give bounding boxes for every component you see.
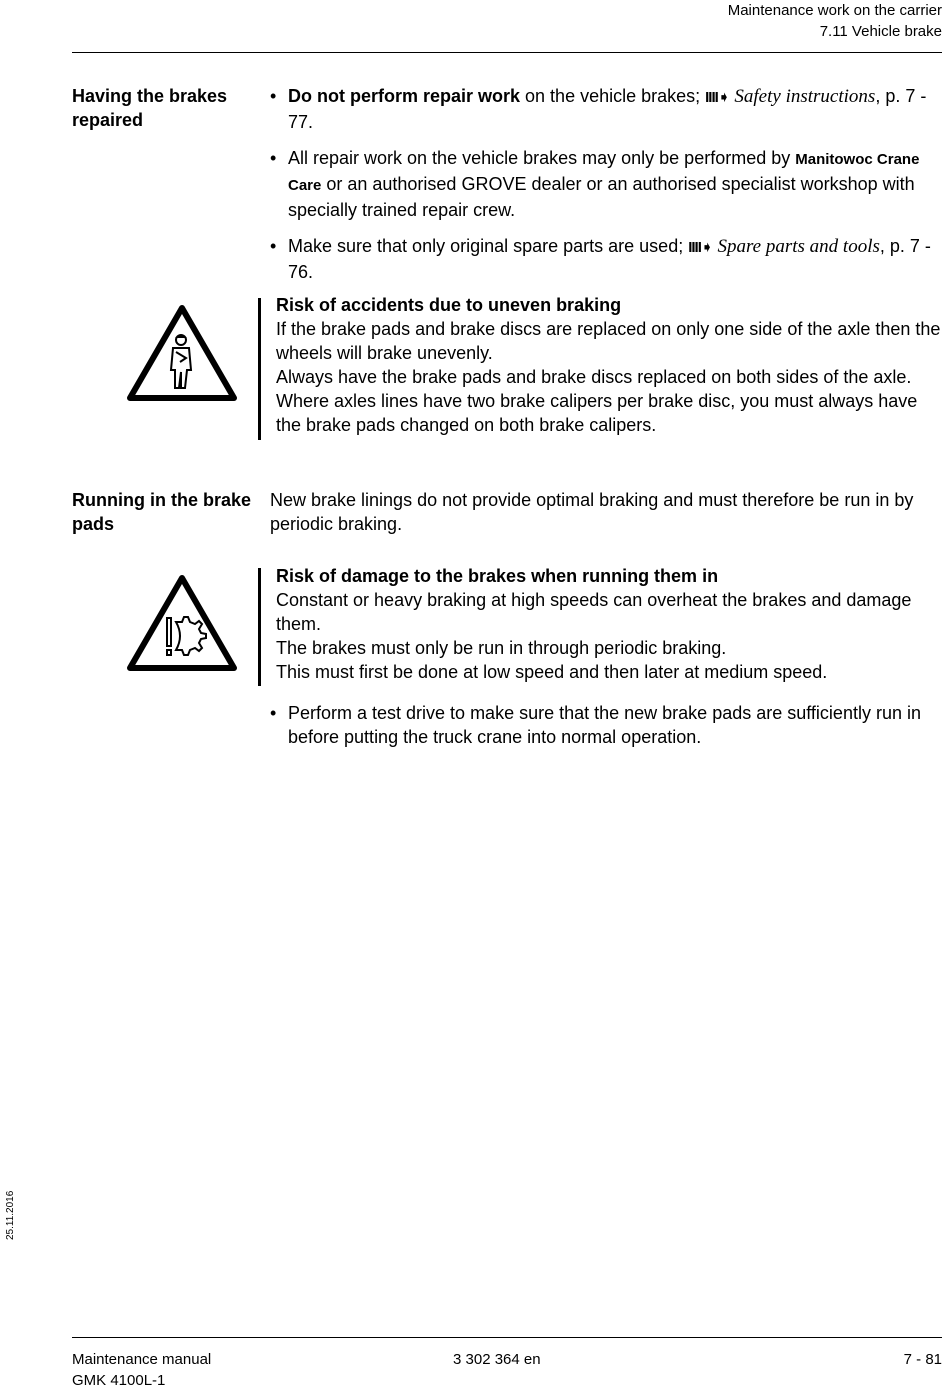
page-reference: , p. 7 - 76.	[288, 236, 931, 282]
footer-manual-title: Maintenance manual	[72, 1351, 212, 1368]
footer-document-number: 3 302 364 en	[453, 1351, 541, 1368]
section-running-in-intro: New brake linings do not provide optimal braking and must therefore be run in by periodic braking.	[270, 490, 914, 534]
warning-text: The brakes must only be run in through periodic braking.	[276, 638, 727, 658]
warning-bar	[258, 568, 261, 686]
warning-bar	[258, 298, 261, 440]
running-header	[728, 0, 942, 42]
section-title-brakes-repaired: Having the brakes repaired	[72, 86, 228, 130]
list-item	[270, 701, 942, 749]
section-brakes-repaired-body	[270, 84, 942, 284]
bullet-text: All repair work on the vehicle brakes may only be performed by	[288, 148, 796, 168]
brand-name: Manitowoc Crane Care	[288, 151, 920, 194]
bullet-text: Perform a test drive to make sure that the new brake pads are sufficiently run in before putting the truck crane into normal operation.	[288, 703, 921, 747]
cross-reference-arrow-icon: IIII➧	[705, 89, 730, 106]
bullet-dot: •	[270, 236, 277, 256]
warning-text: Constant or heavy braking at high speeds can overheat the brakes and damage them.	[276, 590, 912, 634]
list-item	[270, 234, 942, 284]
footer-page-number: 7 - 81	[903, 1351, 942, 1368]
warning-text: Always have the brake pads and brake discs replaced on both sides of the axle. Where axles lines have two brake calipers per brake disc, you must always have the brake pads changed on both brake calipers.	[276, 367, 918, 435]
header-chapter: Maintenance work on the carrier	[727, 2, 942, 19]
footer-model: GMK 4100L-1	[72, 1372, 166, 1389]
list-item	[270, 84, 942, 134]
footer-rule	[72, 1337, 942, 1338]
list-item	[270, 146, 942, 222]
bullet-dot: •	[270, 703, 277, 723]
warning-text: If the brake pads and brake discs are replaced on only one side of the axle then the wheels will brake unevenly.	[276, 319, 941, 363]
warning-title: Risk of accidents due to uneven braking	[276, 295, 622, 315]
page-reference: , p. 7 - 77.	[288, 86, 927, 132]
bullet-text: on the vehicle brakes;	[520, 86, 706, 106]
cross-reference-link[interactable]: Spare parts and tools	[717, 236, 880, 257]
warning-uneven-braking	[276, 293, 944, 437]
bullet-dot: •	[270, 86, 277, 106]
machine-damage-warning-icon	[124, 572, 240, 674]
cross-reference-link[interactable]: Safety instructions	[734, 86, 876, 107]
bullet-text: Make sure that only original spare parts are used;	[288, 236, 689, 256]
person-warning-icon	[124, 302, 240, 404]
section-title-running-in: Running in the brake pads	[72, 490, 252, 534]
warning-title: Risk of damage to the brakes when running them in	[276, 566, 719, 586]
warning-brake-damage	[276, 564, 944, 684]
bold-emphasis: Do not perform repair work	[288, 86, 521, 106]
bullet-text: or an authorised GROVE dealer or an authorised specialist workshop with specially trained repair crew.	[288, 174, 915, 220]
side-date-stamp: 25.11.2016	[5, 1190, 16, 1240]
cross-reference-arrow-icon: IIII➧	[688, 239, 713, 256]
bullet-dot: •	[270, 148, 277, 168]
header-rule	[72, 52, 942, 53]
footer-manual-info	[72, 1349, 211, 1391]
header-section: 7.11 Vehicle brake	[819, 23, 942, 40]
warning-text: This must first be done at low speed and then later at medium speed.	[276, 662, 828, 682]
section-running-in-steps	[270, 701, 942, 749]
